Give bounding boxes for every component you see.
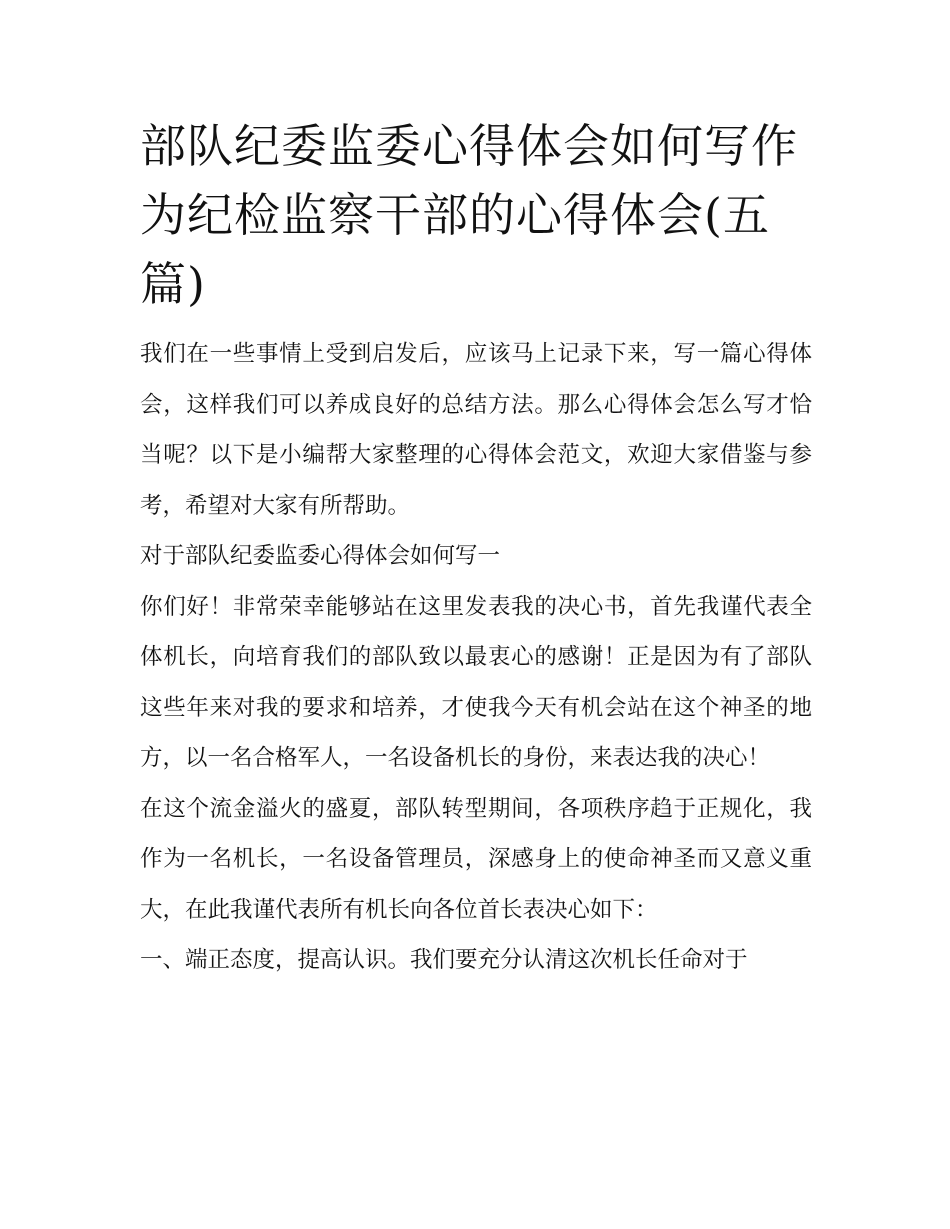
document-title: 部队纪委监委心得体会如何写作为纪检监察干部的心得体会(五篇): [140, 119, 798, 311]
body-paragraph-summer: 在这个流金溢火的盛夏，部队转型期间，各项秩序趋于正规化，我作为一名机长，一名设备管理员，深感身上的使命神圣而又意义重大，在此我谨代表所有机长向各位首长表决心如下：: [140, 795, 812, 923]
body-paragraph-point-one: 一、端正态度，提高认识。我们要充分认清这次机长任命对于: [140, 947, 748, 973]
body-paragraph-greeting: 你们好！非常荣幸能够站在这里发表我的决心书，首先我谨代表全体机长，向培育我们的部队致以最衷心的感谢！正是因为有了部队这些年来对我的要求和培养，才使我今天有机会站在这个神圣的地方，以一名合格军人，一名设备机长的身份，来表达我的决心！: [140, 593, 812, 771]
section-heading: 对于部队纪委监委心得体会如何写一: [140, 543, 501, 569]
document-page: [140, 112, 812, 986]
intro-paragraph: 我们在一些事情上受到启发后，应该马上记录下来，写一篇心得体会，这样我们可以养成良好的总结方法。那么心得体会怎么写才恰当呢？以下是小编帮大家整理的心得体会范文，欢迎大家借鉴与参考，希望对大家有所帮助。: [140, 341, 812, 519]
